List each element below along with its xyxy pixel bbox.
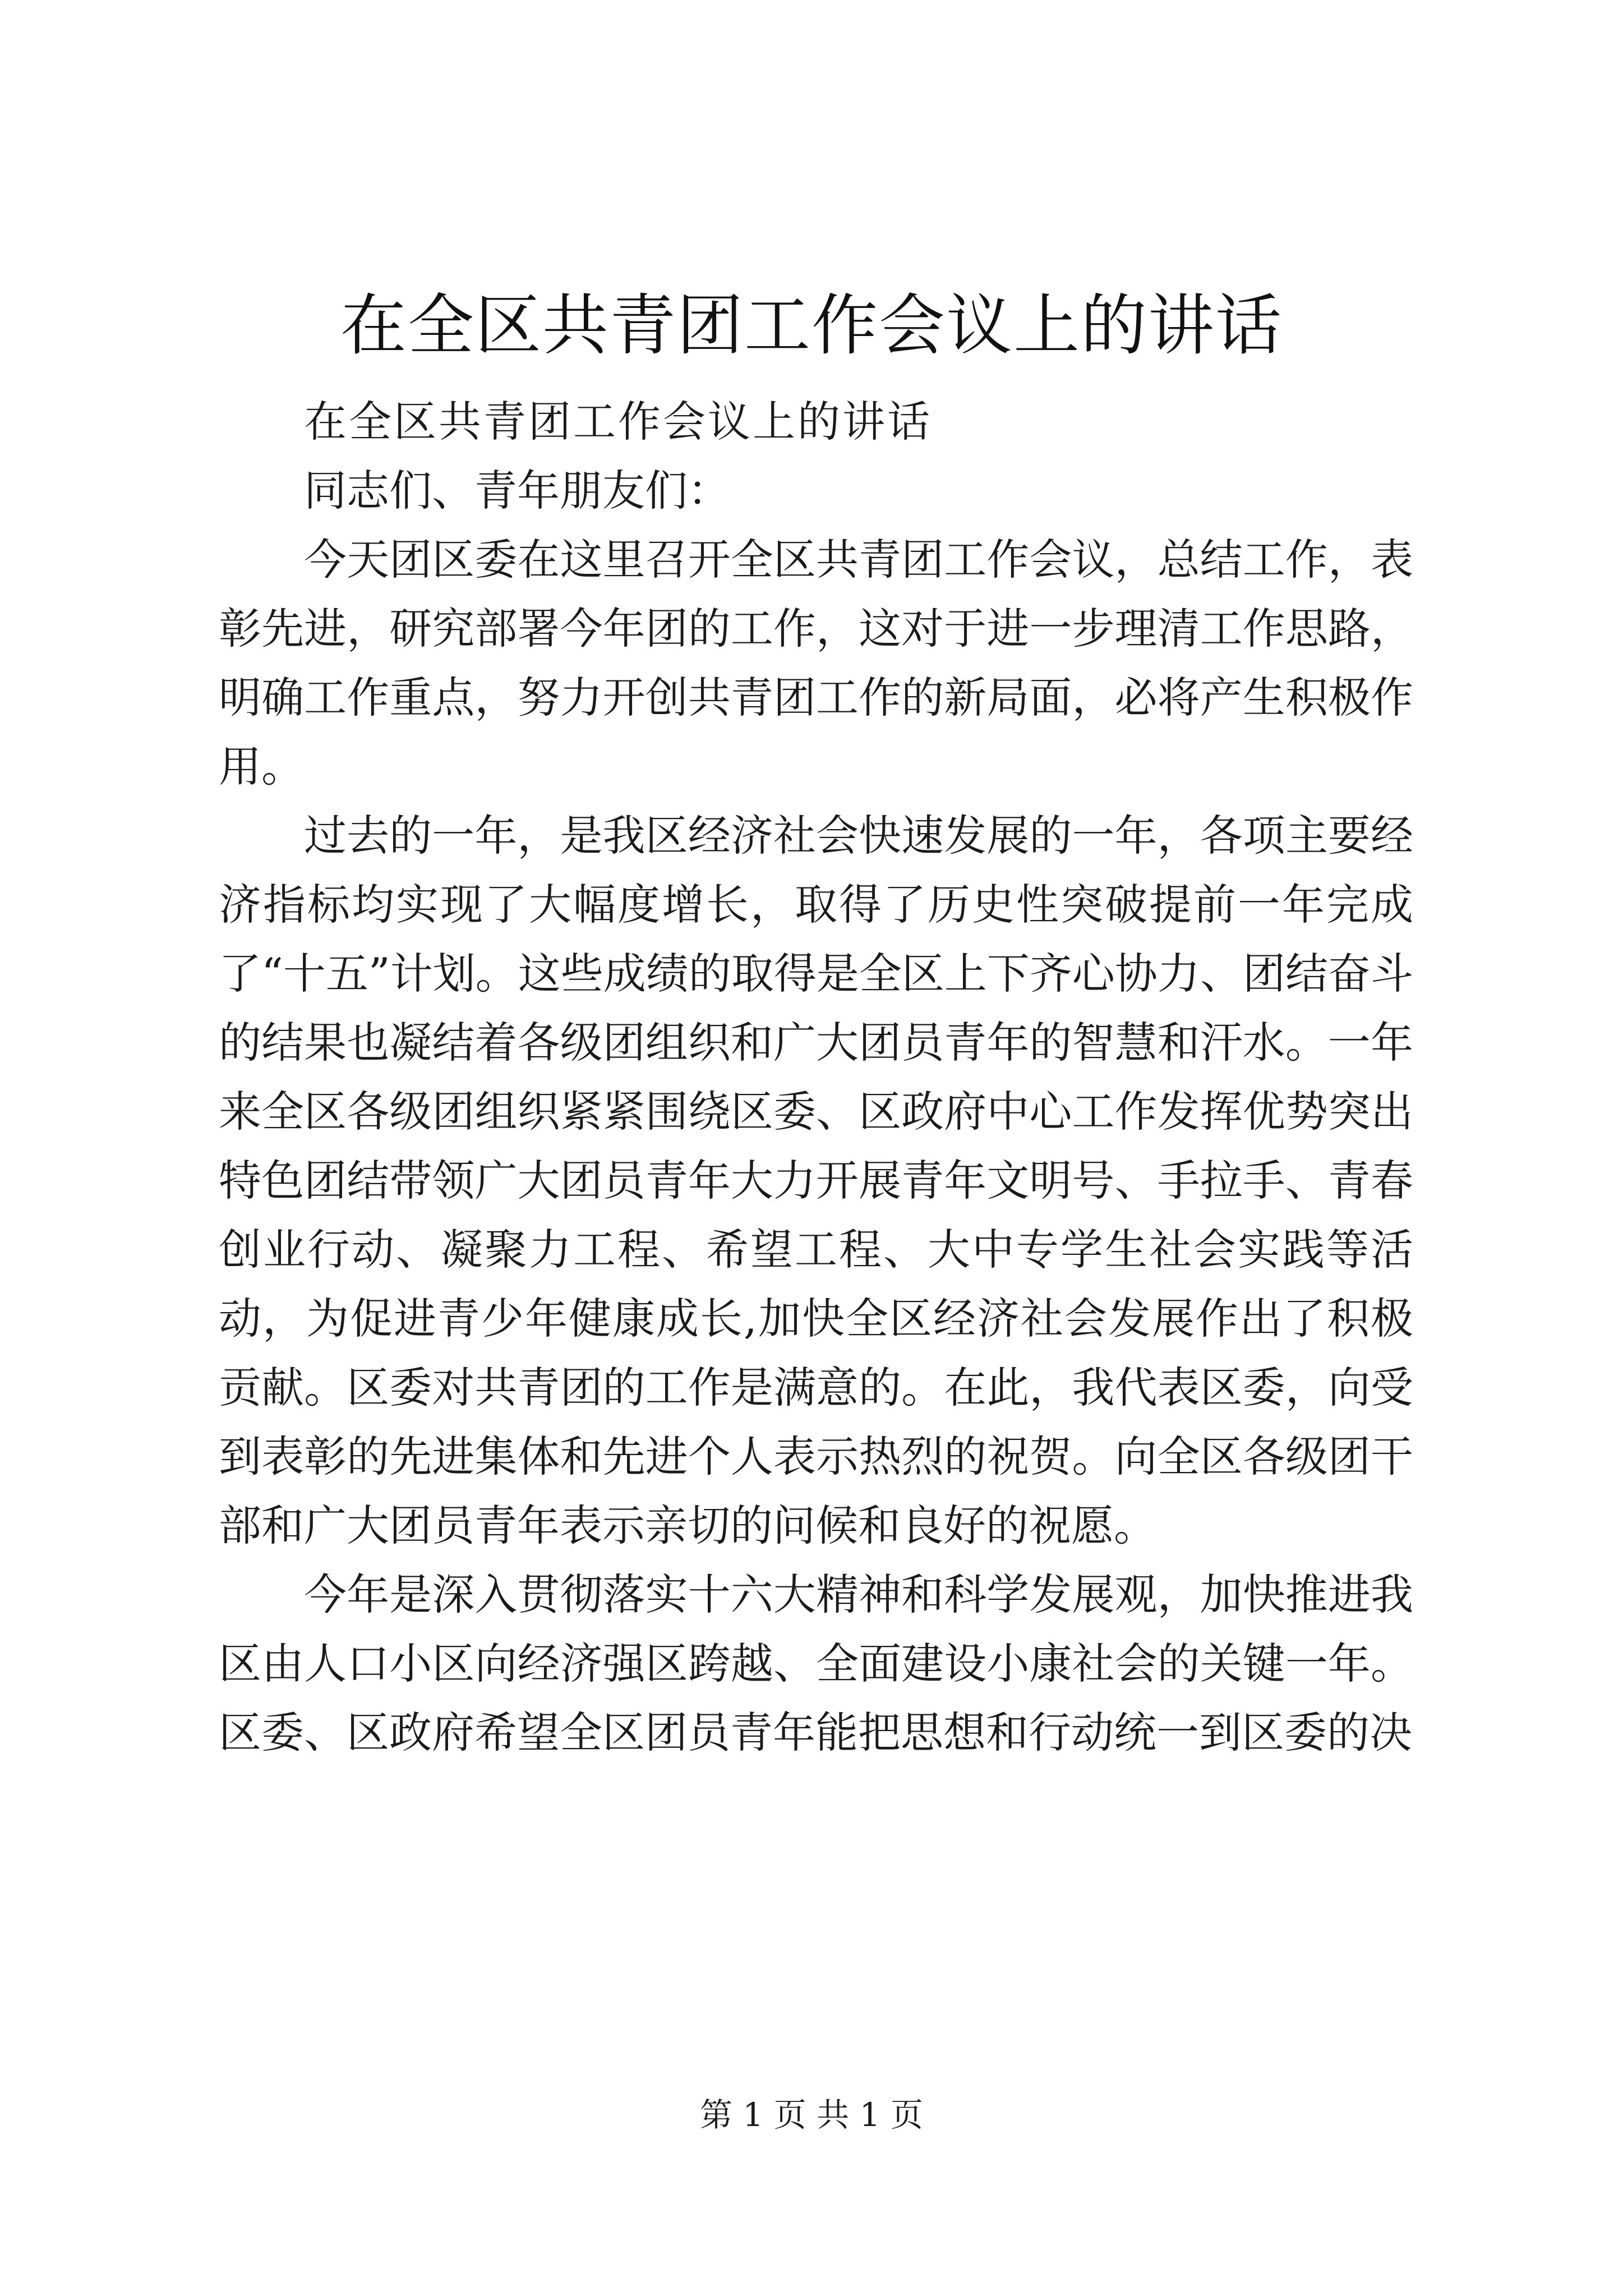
- document-title: 在全区共青团工作会议上的讲话: [340, 287, 1283, 364]
- document-body: [219, 387, 1413, 1767]
- paragraph-past-year: 过去的一年，是我区经济社会快速发展的一年，各项主要经济指标均实现了大幅度增长，取得了历史性突破提前一年完成了“十五”计划。这些成绩的取得是全区上下齐心协力、团结奋斗的结果也凝结着各级团组织和广大团员青年的智慧和汗水。一年来全区各级团组织紧紧围绕区委、区政府中心工作发挥优势突出特色团结带领广大团员青年大力开展青年文明号、手拉手、青春创业行动、凝聚力工程、希望工程、大中专学生社会实践等活动，为促进青少年健康成长,加快全区经济社会发展作出了积极贡献。区委对共青团的工作是满意的。在此，我代表区委，向受到表彰的先进集体和先进个人表示热烈的祝贺。向全区各级团干部和广大团员青年表示亲切的问候和良好的祝愿。: [219, 811, 1413, 1550]
- page-number-footer: 第 1 页 共 1 页: [700, 2096, 923, 2134]
- paragraph-opening: 今天团区委在这里召开全区共青团工作会议，总结工作，表彰先进，研究部署今年团的工作，这对于进一步理清工作思路，明确工作重点，努力开创共青团工作的新局面，必将产生积极作用。: [219, 535, 1413, 792]
- paragraph-salutation: 同志们、青年朋友们：: [304, 466, 730, 516]
- paragraph-subtitle: 在全区共青团工作会议上的讲话: [304, 397, 932, 447]
- paragraph-this-year: 今年是深入贯彻落实十六大精神和科学发展观，加快推进我区由人口小区向经济强区跨越、全面建设小康社会的关键一年。区委、区政府希望全区团员青年能把思想和行动统一到区委的决: [219, 1570, 1413, 1757]
